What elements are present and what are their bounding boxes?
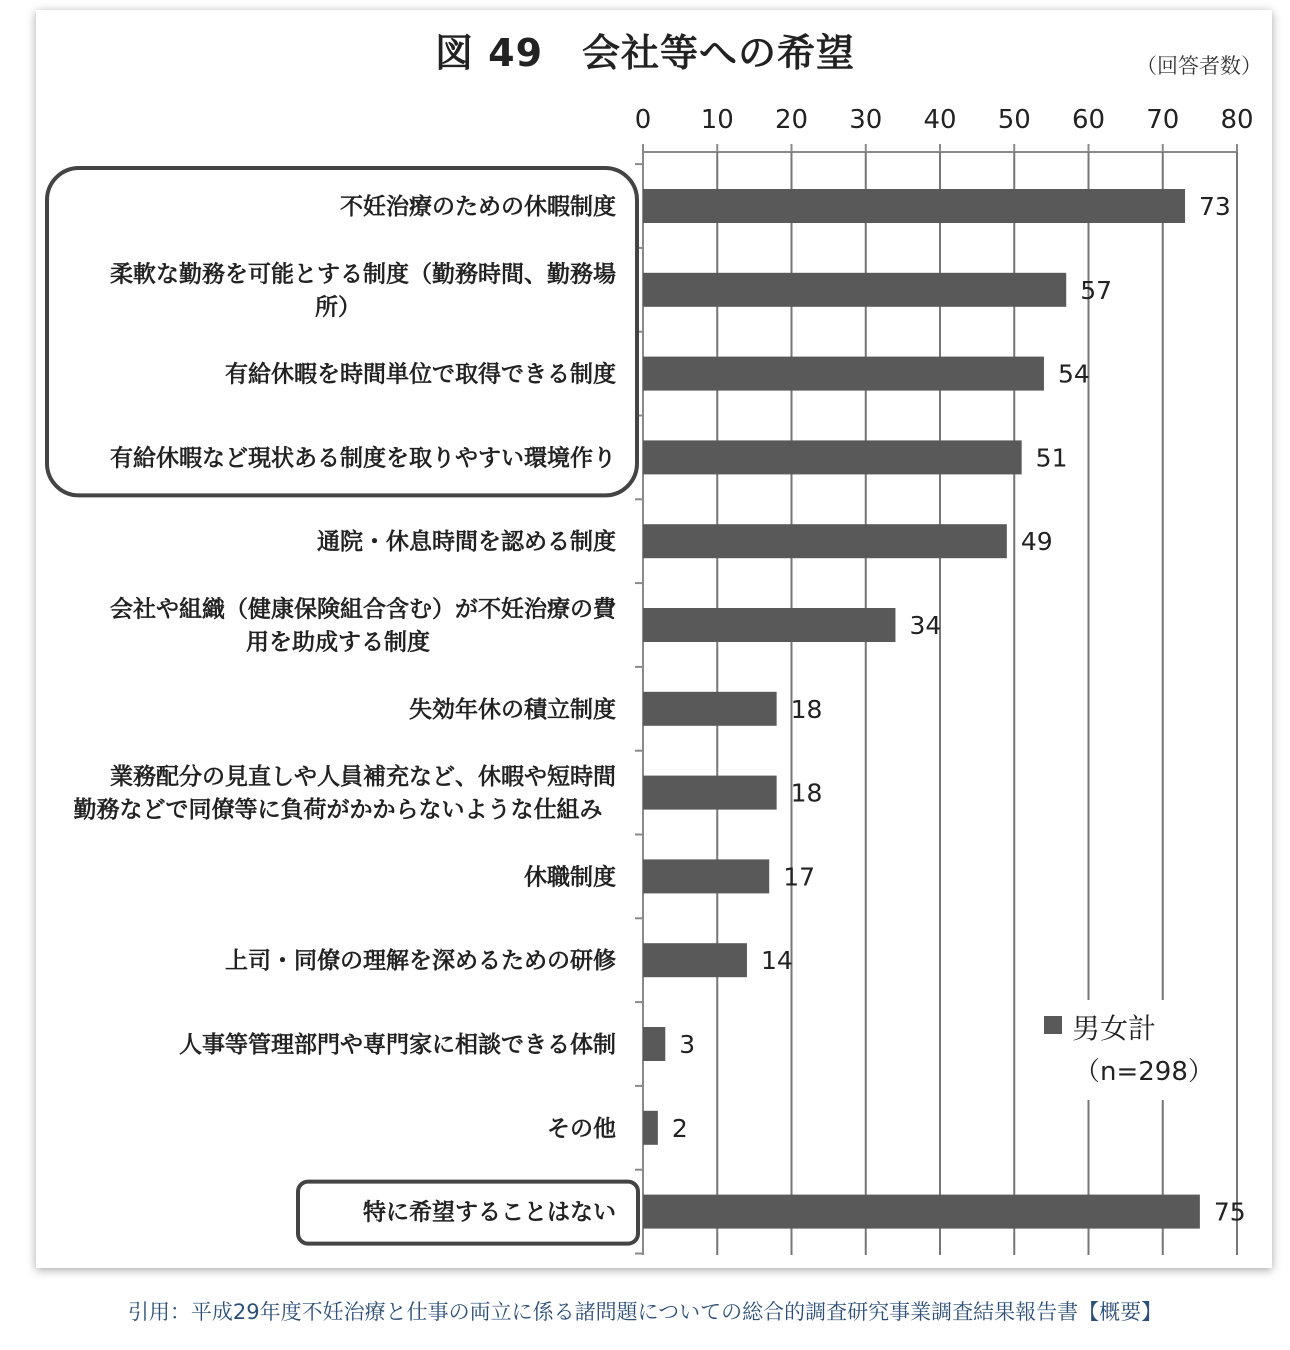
legend-sample-size: （n=298） — [1074, 1057, 1214, 1087]
data-label: 3 — [679, 1030, 696, 1059]
chart-title: 図 49 会社等への希望 — [434, 31, 856, 75]
legend-series-name: 男女計 — [1072, 1012, 1157, 1045]
category-label: 休職制度 — [524, 864, 616, 891]
x-tick-label: 60 — [1071, 105, 1106, 135]
bar — [643, 1027, 665, 1061]
data-label: 75 — [1213, 1197, 1246, 1227]
x-tick-label: 70 — [1146, 105, 1180, 135]
bar — [643, 1195, 1200, 1229]
category-label: その他 — [547, 1115, 616, 1142]
category-label: 用を助成する制度 — [246, 629, 430, 656]
bar — [643, 189, 1185, 223]
data-label: 2 — [671, 1113, 688, 1143]
data-label: 51 — [1035, 443, 1068, 473]
bar — [643, 440, 1022, 474]
category-label: 業務配分の見直しや人員補充など、休暇や短時間 — [110, 764, 616, 791]
bar — [643, 273, 1066, 307]
bar — [643, 692, 777, 726]
category-label: 有給休暇を時間単位で取得できる制度 — [225, 361, 616, 388]
bar — [643, 357, 1044, 391]
data-label: 17 — [783, 862, 816, 892]
data-label: 18 — [790, 778, 823, 808]
data-label: 73 — [1199, 192, 1231, 221]
category-label: 上司・同僚の理解を深めるための研修 — [225, 948, 616, 975]
category-label: 不妊治療のための休暇制度 — [340, 194, 616, 220]
category-label: 所） — [315, 294, 361, 321]
unit-label: （回答者数） — [1136, 54, 1262, 78]
bar — [643, 608, 895, 642]
category-label: 柔軟な勤務を可能とする制度（勤務時間、勤務場 — [110, 261, 616, 288]
category-label: 有給休暇など現状ある制度を取りやすい環境作り — [110, 445, 616, 472]
category-label: 勤務などで同僚等に負荷がかからないような仕組み — [73, 797, 603, 824]
bar — [643, 943, 747, 977]
bar — [643, 1111, 658, 1145]
category-label: 特に希望することはない — [363, 1199, 616, 1226]
source-caption: 引用：平成29年度不妊治療と仕事の両立に係る諸問題についての総合的調査研究事業調査結果報告書【概要】 — [127, 1300, 1163, 1324]
x-tick-label: 40 — [923, 105, 957, 135]
data-label: 18 — [790, 694, 823, 724]
category-label: 会社や組織（健康保険組合含む）が不妊治療の費 — [110, 596, 616, 623]
x-tick-label: 80 — [1220, 105, 1254, 135]
legend-swatch — [1044, 1016, 1062, 1034]
data-label: 49 — [1020, 527, 1053, 557]
category-label: 人事等管理部門や専門家に相談できる体制 — [179, 1032, 616, 1058]
data-label: 54 — [1057, 359, 1090, 389]
x-tick-label: 50 — [997, 105, 1031, 135]
category-label: 失効年休の積立制度 — [409, 696, 616, 723]
category-label: 通院・休息時間を認める制度 — [317, 529, 616, 556]
x-tick-label: 0 — [634, 105, 652, 135]
x-tick-label: 10 — [700, 105, 734, 135]
data-label: 14 — [760, 946, 793, 976]
x-tick-label: 20 — [774, 105, 809, 135]
x-tick-label: 30 — [849, 105, 883, 135]
bar — [643, 524, 1007, 558]
data-label: 57 — [1080, 275, 1113, 305]
bar — [643, 859, 769, 893]
data-label: 34 — [909, 611, 942, 640]
bar — [643, 776, 777, 810]
